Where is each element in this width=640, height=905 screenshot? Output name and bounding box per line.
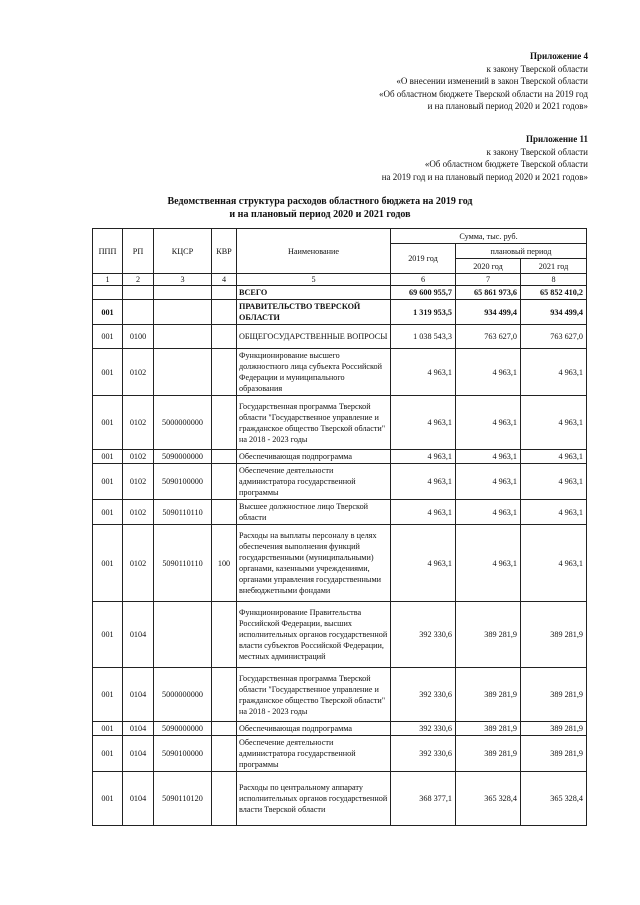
table-row (93, 300, 587, 325)
cell-2020: 389 281,9 (456, 668, 521, 722)
cell-rp: 0102 (123, 349, 154, 396)
cell-2020: 389 281,9 (456, 602, 521, 668)
cell-kvr (212, 500, 237, 525)
cell-ppp: 001 (93, 668, 123, 722)
cell-2020: 4 963,1 (456, 349, 521, 396)
cell-2020: 4 963,1 (456, 500, 521, 525)
cell-name: ВСЕГО (237, 286, 391, 300)
cell-kvr (212, 325, 237, 349)
cell-2019: 4 963,1 (391, 464, 456, 500)
table-row (93, 450, 587, 464)
cell-rp: 0104 (123, 736, 154, 772)
header-sum: Сумма, тыс. руб. (391, 229, 587, 244)
cell-name: ПРАВИТЕЛЬСТВО ТВЕРСКОЙ ОБЛАСТИ (237, 300, 391, 325)
cell-kcsr: 5090000000 (154, 450, 212, 464)
cell-rp: 0102 (123, 525, 154, 602)
cell-2019: 392 330,6 (391, 668, 456, 722)
cell-kcsr: 5000000000 (154, 668, 212, 722)
cell-ppp: 001 (93, 525, 123, 602)
table-row (93, 325, 587, 349)
annex-line: на 2019 год и на плановый период 2020 и 2021 годов» (381, 171, 588, 182)
cell-name: Обеспечивающая подпрограмма (237, 450, 391, 464)
cell-kcsr (154, 325, 212, 349)
column-number: 3 (154, 274, 212, 286)
column-number: 7 (456, 274, 521, 286)
cell-name: Расходы по центральному аппарату исполнительных органов государственной власти Тверской области (237, 772, 391, 826)
cell-2021: 4 963,1 (521, 349, 587, 396)
header-name: Наименование (237, 229, 391, 274)
cell-name: Государственная программа Тверской области "Государственное управление и гражданское общество Тверской области" на 2018 - 2023 годы (237, 668, 391, 722)
cell-kcsr: 5090110110 (154, 500, 212, 525)
cell-2020: 763 627,0 (456, 325, 521, 349)
table-row (93, 525, 587, 602)
cell-ppp: 001 (93, 500, 123, 525)
cell-kvr (212, 736, 237, 772)
cell-rp: 0102 (123, 396, 154, 450)
cell-2021: 4 963,1 (521, 525, 587, 602)
cell-name: Функционирование высшего должностного лица субъекта Российской Федерации и муниципального образования (237, 349, 391, 396)
cell-rp: 0104 (123, 722, 154, 736)
cell-ppp (93, 286, 123, 300)
cell-2019: 368 377,1 (391, 772, 456, 826)
cell-rp: 0102 (123, 464, 154, 500)
cell-kcsr: 5090000000 (154, 722, 212, 736)
column-number: 4 (212, 274, 237, 286)
annex-11-header (382, 133, 588, 183)
cell-kcsr (154, 300, 212, 325)
cell-2021: 389 281,9 (521, 722, 587, 736)
cell-name: Обеспечивающая подпрограмма (237, 722, 391, 736)
cell-2021: 389 281,9 (521, 602, 587, 668)
cell-2020: 65 861 973,6 (456, 286, 521, 300)
cell-kcsr: 5090110110 (154, 525, 212, 602)
cell-kvr (212, 396, 237, 450)
cell-2019: 69 600 955,7 (391, 286, 456, 300)
table-row (93, 722, 587, 736)
budget-table (92, 228, 587, 826)
column-number: 8 (521, 274, 587, 286)
table-row (93, 736, 587, 772)
table-row (93, 349, 587, 396)
annex-line: к закону Тверской области (486, 63, 588, 74)
cell-ppp: 001 (93, 349, 123, 396)
cell-kvr (212, 286, 237, 300)
cell-kcsr (154, 602, 212, 668)
table-row (93, 396, 587, 450)
cell-rp: 0104 (123, 602, 154, 668)
cell-2020: 389 281,9 (456, 736, 521, 772)
cell-rp: 0100 (123, 325, 154, 349)
column-number: 5 (237, 274, 391, 286)
cell-kvr (212, 722, 237, 736)
cell-rp: 0104 (123, 772, 154, 826)
cell-2019: 4 963,1 (391, 396, 456, 450)
cell-name: Государственная программа Тверской области "Государственное управление и гражданское общество Тверской области" на 2018 - 2023 годы (237, 396, 391, 450)
cell-kvr (212, 772, 237, 826)
cell-2021: 365 328,4 (521, 772, 587, 826)
column-number: 1 (93, 274, 123, 286)
cell-kvr (212, 602, 237, 668)
cell-ppp: 001 (93, 300, 123, 325)
cell-2019: 1 038 543,3 (391, 325, 456, 349)
cell-ppp: 001 (93, 396, 123, 450)
cell-name: ОБЩЕГОСУДАРСТВЕННЫЕ ВОПРОСЫ (237, 325, 391, 349)
cell-2020: 4 963,1 (456, 396, 521, 450)
cell-2019: 392 330,6 (391, 722, 456, 736)
cell-kvr: 100 (212, 525, 237, 602)
cell-ppp: 001 (93, 464, 123, 500)
header-plan-period: плановый период (456, 244, 587, 259)
cell-rp (123, 300, 154, 325)
cell-kvr (212, 300, 237, 325)
annex-title: Приложение 4 (529, 51, 588, 61)
cell-name: Расходы на выплаты персоналу в целях обеспечения выполнения функций государственными (муниципальными) органами, казенными учреждениями, органами управления государственными внебюджетными фондами (237, 525, 391, 602)
cell-kcsr (154, 286, 212, 300)
cell-2021: 65 852 410,2 (521, 286, 587, 300)
cell-kvr (212, 450, 237, 464)
table-row (93, 286, 587, 300)
cell-kcsr (154, 349, 212, 396)
cell-2020: 934 499,4 (456, 300, 521, 325)
annex-line: «Об областном бюджете Тверской области (424, 159, 588, 169)
cell-2021: 4 963,1 (521, 396, 587, 450)
document-title (0, 195, 640, 221)
cell-2019: 1 319 953,5 (391, 300, 456, 325)
cell-kcsr: 5000000000 (154, 396, 212, 450)
header-2020: 2020 год (456, 259, 521, 274)
cell-ppp: 001 (93, 722, 123, 736)
cell-2021: 934 499,4 (521, 300, 587, 325)
cell-name: Обеспечение деятельности администратора государственной программы (237, 736, 391, 772)
cell-ppp: 001 (93, 325, 123, 349)
cell-name: Обеспечение деятельности администратора государственной программы (237, 464, 391, 500)
table-row (93, 668, 587, 722)
cell-rp (123, 286, 154, 300)
annex-line: и на плановый период 2020 и 2021 годов» (427, 101, 588, 111)
cell-2019: 4 963,1 (391, 525, 456, 602)
cell-2021: 4 963,1 (521, 450, 587, 464)
cell-ppp: 001 (93, 602, 123, 668)
cell-2020: 4 963,1 (456, 525, 521, 602)
cell-2021: 4 963,1 (521, 464, 587, 500)
header-kcsr: КЦСР (154, 229, 212, 274)
cell-2019: 4 963,1 (391, 450, 456, 464)
cell-kcsr: 5090100000 (154, 464, 212, 500)
cell-kcsr: 5090110120 (154, 772, 212, 826)
cell-2019: 392 330,6 (391, 602, 456, 668)
table-row (93, 500, 587, 525)
column-number-row (93, 274, 587, 286)
cell-rp: 0104 (123, 668, 154, 722)
column-number: 6 (391, 274, 456, 286)
cell-2021: 763 627,0 (521, 325, 587, 349)
cell-2021: 389 281,9 (521, 668, 587, 722)
cell-2020: 4 963,1 (456, 464, 521, 500)
cell-kvr (212, 349, 237, 396)
table-row (93, 464, 587, 500)
cell-rp: 0102 (123, 500, 154, 525)
cell-2019: 4 963,1 (391, 500, 456, 525)
cell-2021: 4 963,1 (521, 500, 587, 525)
cell-ppp: 001 (93, 772, 123, 826)
title-line: Ведомственная структура расходов областного бюджета на 2019 год (167, 196, 473, 207)
cell-2020: 365 328,4 (456, 772, 521, 826)
header-ppp: ППП (93, 229, 123, 274)
cell-2021: 389 281,9 (521, 736, 587, 772)
title-line: и на плановый период 2020 и 2021 годов (229, 209, 411, 220)
table-row (93, 772, 587, 826)
cell-kvr (212, 464, 237, 500)
annex-line: к закону Тверской области (486, 146, 588, 157)
annex-line: «Об областном бюджете Тверской области на 2019 год (378, 88, 588, 99)
annex-title: Приложение 11 (525, 134, 588, 144)
cell-kcsr: 5090100000 (154, 736, 212, 772)
cell-rp: 0102 (123, 450, 154, 464)
cell-2019: 4 963,1 (391, 349, 456, 396)
cell-kvr (212, 668, 237, 722)
cell-2020: 389 281,9 (456, 722, 521, 736)
table-row (93, 602, 587, 668)
header-rp: РП (123, 229, 154, 274)
budget-table-body (93, 286, 587, 826)
cell-ppp: 001 (93, 450, 123, 464)
cell-ppp: 001 (93, 736, 123, 772)
header-2021: 2021 год (521, 259, 587, 274)
header-kvr: КВР (212, 229, 237, 274)
column-number: 2 (123, 274, 154, 286)
cell-name: Функционирование Правительства Российской Федерации, высших исполнительных органов государственной власти субъектов Российской Федерации, местных администраций (237, 602, 391, 668)
annex-4-header (379, 50, 588, 113)
cell-2019: 392 330,6 (391, 736, 456, 772)
header-2019: 2019 год (391, 244, 456, 274)
cell-name: Высшее должностное лицо Тверской области (237, 500, 391, 525)
annex-line: «О внесении изменений в закон Тверской области (396, 76, 588, 86)
cell-2020: 4 963,1 (456, 450, 521, 464)
